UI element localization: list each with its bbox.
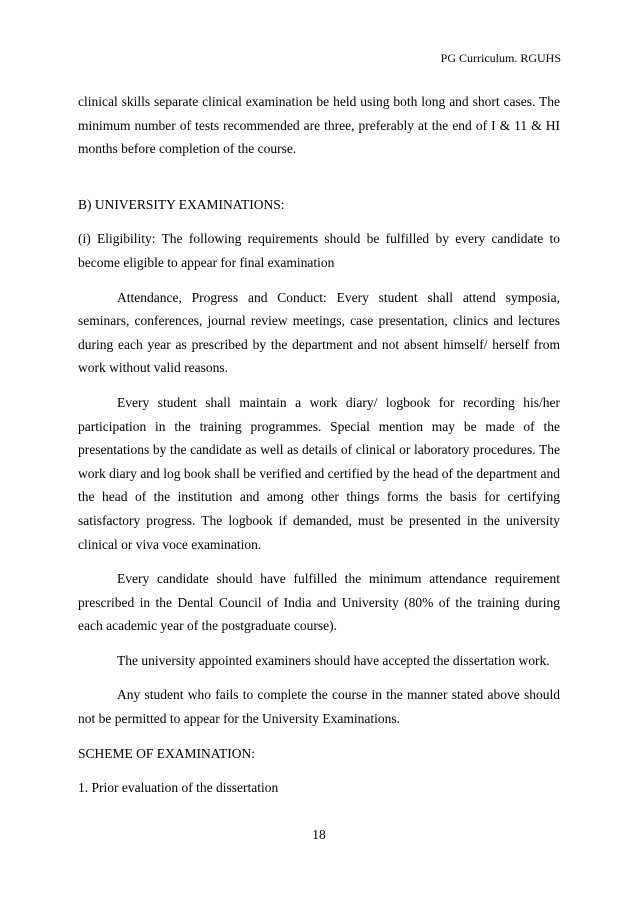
paragraph-dissertation: The university appointed examiners should have accepted the dissertation work. bbox=[117, 652, 550, 668]
paragraph-minimum-attendance: Every candidate should have fulfilled the minimum attendance requirement prescribed in the Dental Council of India and University (80% of the training during each academic year of the postgraduate course). bbox=[78, 571, 560, 634]
page-body bbox=[78, 90, 560, 800]
heading-university-examinations: B) UNIVERSITY EXAMINATIONS: bbox=[78, 196, 285, 212]
page-number: 18 bbox=[312, 827, 326, 842]
heading-scheme-of-examination: SCHEME OF EXAMINATION: bbox=[78, 745, 256, 761]
paragraph-intro: clinical skills separate clinical examination be held using both long and short cases. The minimum number of tests recommended are three, preferably at the end of I & 11 & HI months before completion of the course. bbox=[78, 94, 560, 157]
paragraph-attendance: Attendance, Progress and Conduct: Every student shall attend symposia, seminars, conferences, journal review meetings, case presentation, clinics and lectures during each year as prescribed by the department and not absent himself/ herself from work without valid reasons. bbox=[78, 289, 560, 376]
paragraph-work-diary: Every student shall maintain a work diary/ logbook for recording his/her participation in the training programmes. Special mention may be made of the presentations by the candidate as well as details of clinical or laboratory procedures. The work diary and log book shall be verified and certified by the head of the department and the head of the institution and among other things forms the basis for certifying satisfactory progress. The logbook if demanded, must be presented in the university clinical or viva voce examination. bbox=[78, 394, 560, 552]
paragraph-eligibility: (i) Eligibility: The following requirements should be fulfilled by every candidate to become eligible to appear for final examination bbox=[78, 231, 560, 270]
running-header: PG Curriculum. RGUHS bbox=[440, 51, 561, 65]
list-item-prior-evaluation: 1. Prior evaluation of the dissertation bbox=[78, 780, 279, 796]
paragraph-fails: Any student who fails to complete the course in the manner stated above should not be permitted to appear for the University Examinations. bbox=[78, 687, 560, 727]
